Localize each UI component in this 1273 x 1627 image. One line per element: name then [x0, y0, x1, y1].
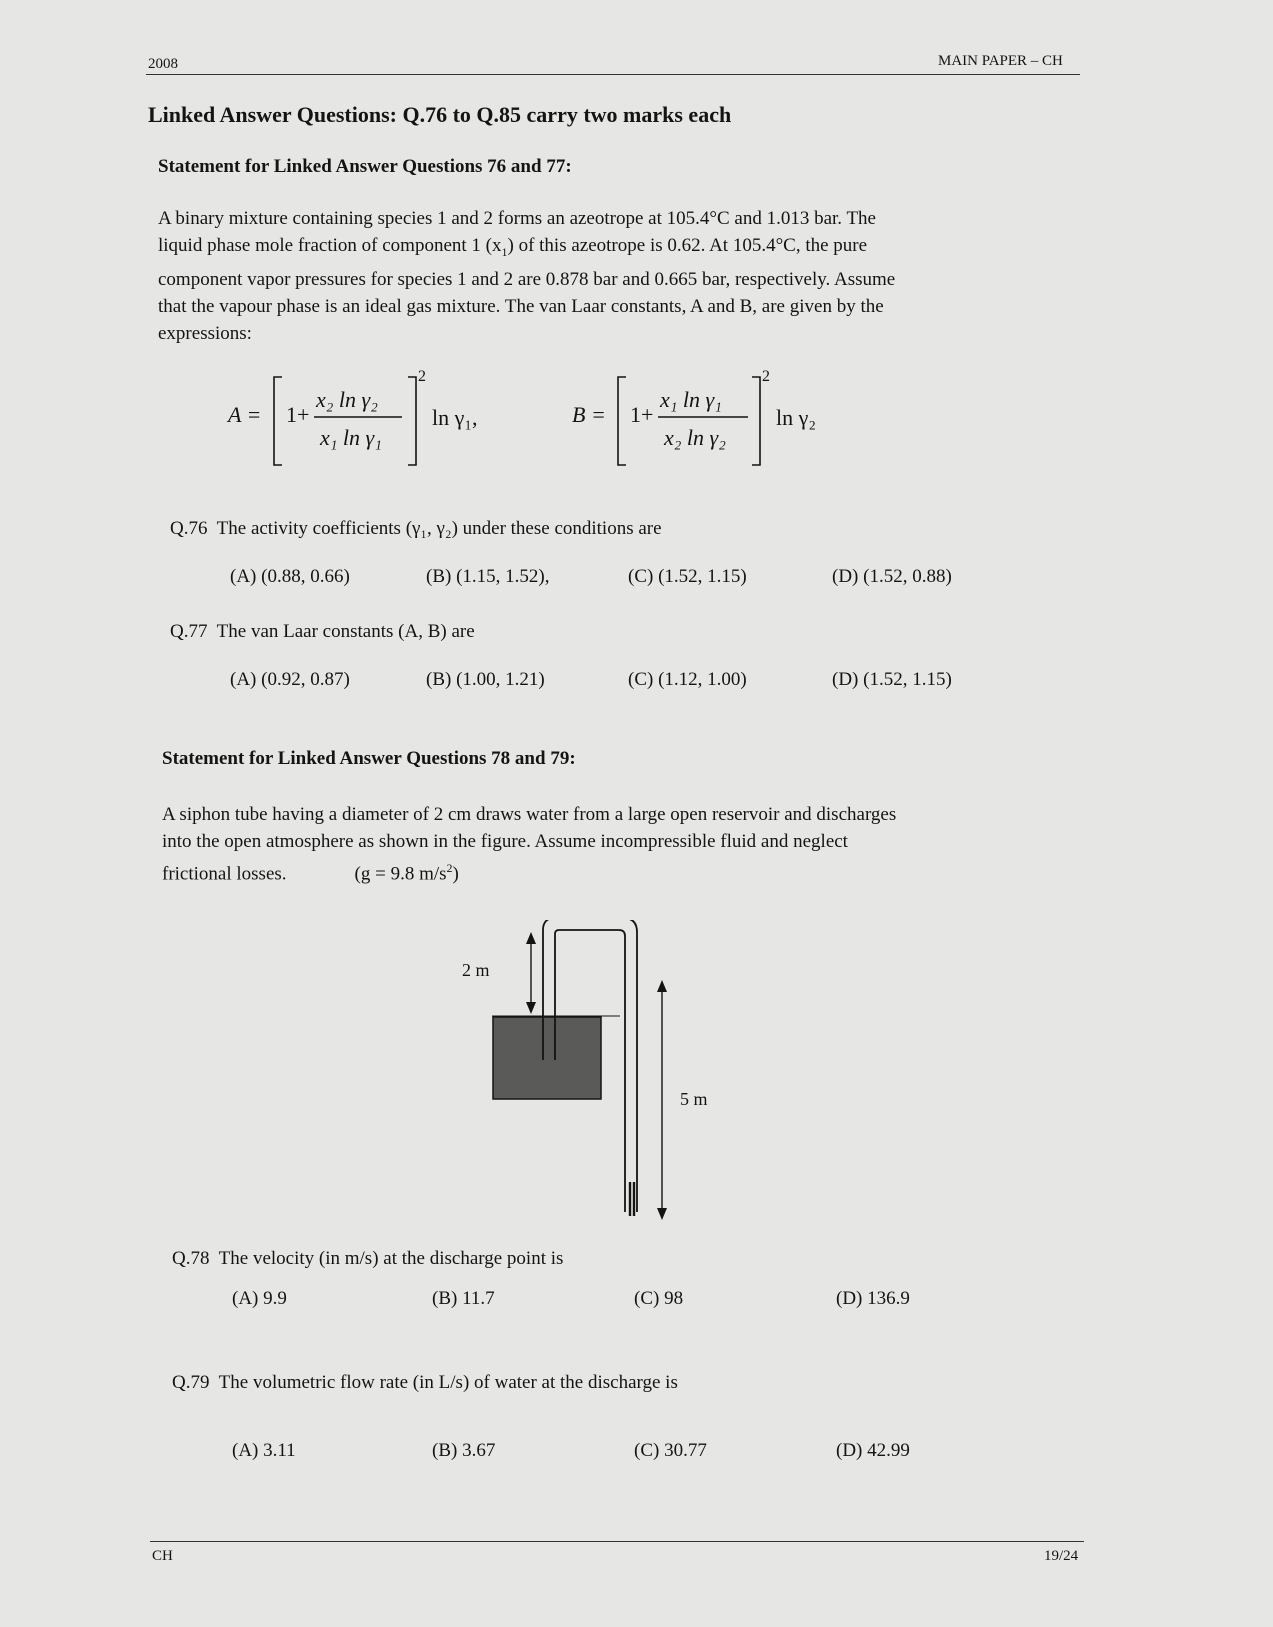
statement1-title: Statement for Linked Answer Questions 76 and 77: [158, 156, 572, 177]
statement1-body [158, 205, 1064, 347]
reservoir [493, 1017, 601, 1099]
q79-text: The volumetric flow rate (in L/s) of water at the discharge is [218, 1372, 678, 1393]
section-title: Linked Answer Questions: Q.76 to Q.85 carry two marks each [148, 102, 732, 127]
q76-number: Q.76 [170, 518, 208, 539]
q79-number: Q.79 [172, 1372, 210, 1393]
q76-option-d[interactable]: (D) (1.52, 0.88) [832, 566, 952, 587]
statement1-line-5: expressions: [158, 322, 252, 344]
statement2-line-1: A siphon tube having a diameter of 2 cm draws water from a large open reservoir and discharges [162, 804, 897, 825]
formula-B-one: 1+ [630, 402, 654, 427]
statement2-body [162, 801, 1066, 887]
q77-text: The van Laar constants (A, B) are [216, 621, 475, 642]
formula-B-lhs: B = [572, 402, 606, 427]
formula-A-tail: ln γ₁, [432, 405, 478, 430]
q78-number: Q.78 [172, 1248, 210, 1269]
formula-A-one: 1+ [286, 402, 310, 427]
label-5m: 5 m [680, 1089, 708, 1109]
q76-option-b[interactable]: (B) (1.15, 1.52), [426, 566, 550, 587]
statement2-line-3: frictional losses. (g = 9.8 $m/s^2$) [162, 861, 459, 885]
q76-text: The activity coefficients (γ₁, γ₂) under these conditions are [216, 518, 662, 539]
header-year: 2008 [148, 56, 178, 72]
q76-option-a[interactable]: (A) (0.88, 0.66) [230, 566, 350, 587]
formula-A-lhs: A = [228, 402, 262, 427]
siphon-figure [440, 920, 740, 1220]
q78-option-b[interactable]: (B) 11.7 [432, 1288, 495, 1309]
q76-question [170, 518, 662, 540]
q78-option-d[interactable]: (D) 136.9 [836, 1288, 910, 1309]
footer-left: CH [152, 1548, 173, 1564]
formula-B-numerator: x₁ ln γ₁ [660, 387, 722, 412]
q77-option-a[interactable]: (A) (0.92, 0.87) [230, 669, 350, 690]
formula-A-denominator: x₁ ln γ₁ [320, 425, 382, 450]
q76-option-c[interactable]: (C) (1.52, 1.15) [628, 566, 747, 587]
q78-option-c[interactable]: (C) 98 [634, 1288, 684, 1309]
q78-question [172, 1248, 563, 1270]
footer-page-number: 19/24 [1044, 1548, 1079, 1564]
statement1-line-4: that the vapour phase is an ideal gas mixture. The van Laar constants, A and B, are given by the [158, 295, 884, 317]
q77-option-b[interactable]: (B) (1.00, 1.21) [426, 669, 545, 690]
q77-question [170, 621, 475, 643]
q79-option-b[interactable]: (B) 3.67 [432, 1440, 496, 1461]
q78-text: The velocity (in m/s) at the discharge point is [218, 1248, 564, 1269]
q77-option-d[interactable]: (D) (1.52, 1.15) [832, 669, 952, 690]
formula-B-power: 2 [762, 368, 770, 385]
formula-B-denominator: x₂ ln γ₂ [664, 425, 726, 450]
header-paper: MAIN PAPER – CH [938, 53, 1063, 69]
q77-option-c[interactable]: (C) (1.12, 1.00) [628, 669, 747, 690]
q79-option-d[interactable]: (D) 42.99 [836, 1440, 910, 1461]
statement2-line-2: into the open atmosphere as shown in the figure. Assume incompressible fluid and neglect [162, 831, 848, 852]
q78-option-a[interactable]: (A) 9.9 [232, 1288, 287, 1309]
q79-question [172, 1372, 678, 1394]
statement1-line-2: liquid phase mole fraction of component 1 $(x_1)$ of this azeotrope is 0.62. At 105.4°C, the pure [158, 235, 868, 259]
q79-option-c[interactable]: (C) 30.77 [634, 1440, 707, 1461]
formula-A-power: 2 [418, 368, 426, 385]
van-laar-formula [220, 365, 860, 475]
statement1-line-1: A binary mixture containing species 1 and 2 forms an azeotrope at 105.4°C and 1.013 bar. The [158, 208, 876, 229]
q77-number: Q.77 [170, 621, 208, 642]
footer-rule [150, 1541, 1084, 1542]
q79-option-a[interactable]: (A) 3.11 [232, 1440, 296, 1461]
formula-B-tail: ln γ₂ [776, 405, 817, 430]
statement2-title: Statement for Linked Answer Questions 78 and 79: [162, 748, 576, 769]
formula-A-numerator: x₂ ln γ₂ [316, 387, 378, 412]
label-2m: 2 m [462, 960, 490, 980]
header-rule [146, 74, 1080, 75]
statement1-line-3: component vapor pressures for species 1 and 2 are 0.878 bar and 0.665 bar, respectively. Assume [158, 268, 896, 290]
